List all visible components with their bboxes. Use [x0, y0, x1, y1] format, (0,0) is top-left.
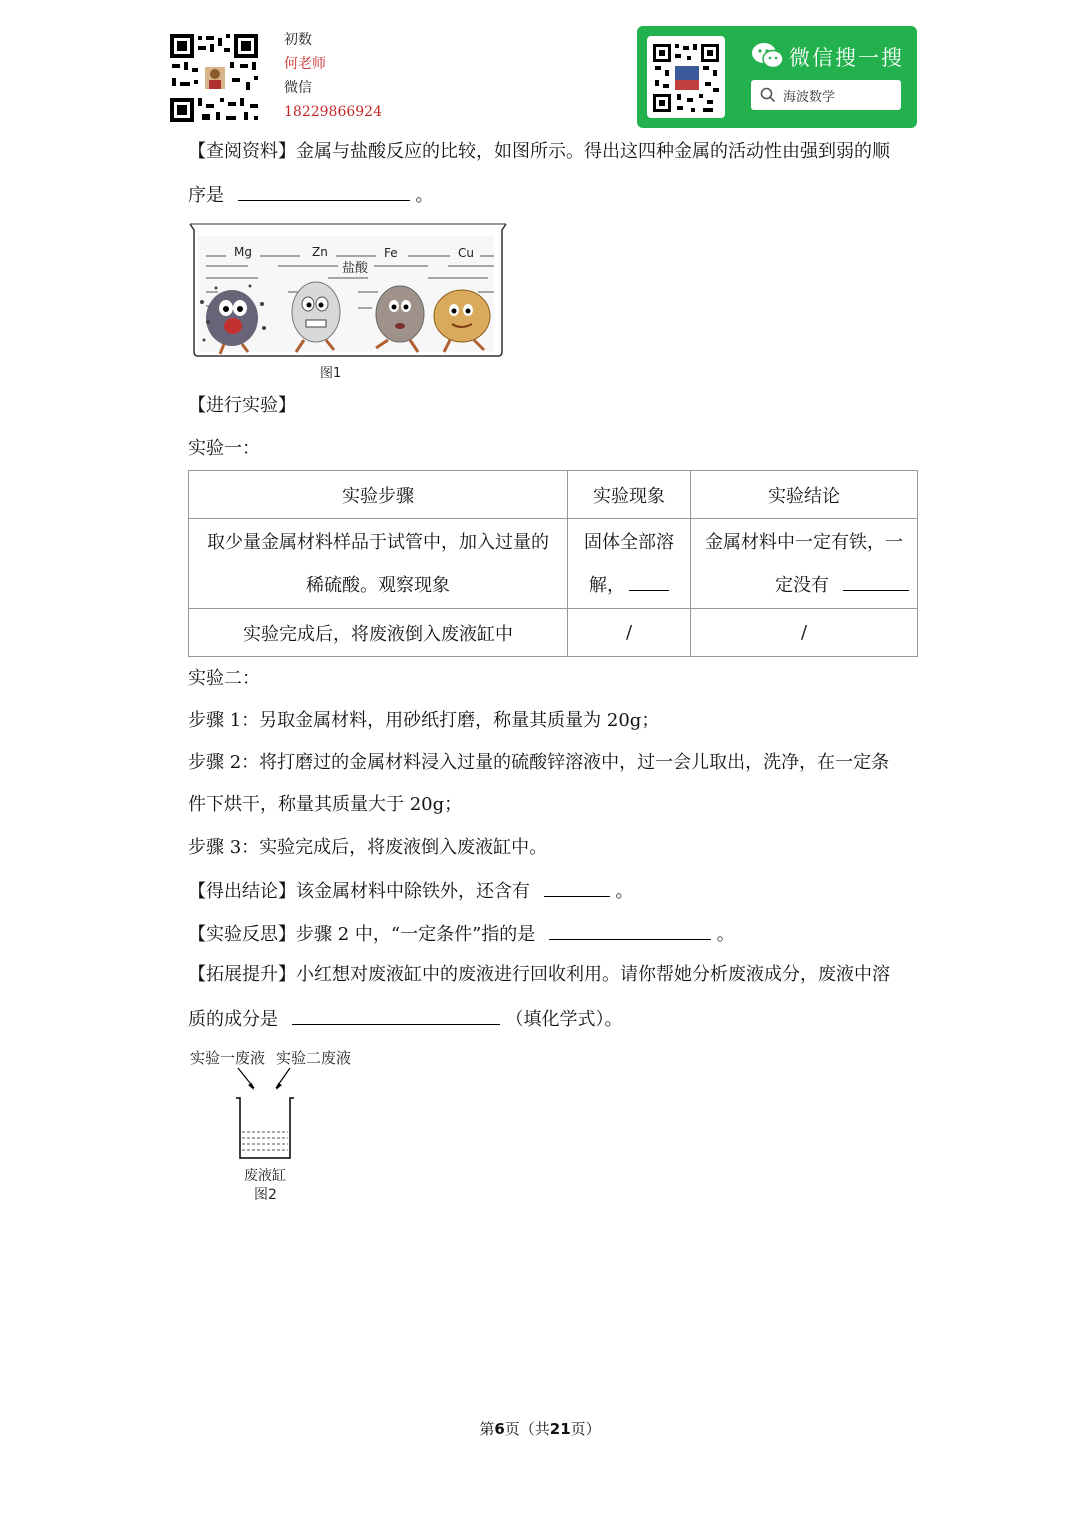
row1-phenomenon — [568, 519, 691, 609]
reflection-suffix: 。 — [716, 924, 735, 945]
label-exp1-waste: 实验一废液 — [190, 1049, 266, 1067]
footer-total-pages: 21 — [549, 1420, 571, 1438]
row2-conclusion: / — [691, 609, 918, 657]
experiment2-step1: 步骤 1：另取金属材料，用砂纸打磨，称量其质量为 20g； — [188, 710, 660, 731]
row1-conclusion-line1: 金属材料中一定有铁，一 — [705, 531, 903, 553]
answer-blank-phenomenon[interactable] — [629, 572, 669, 591]
wechat-search-text: 海波数学 — [783, 90, 836, 105]
beaker-illustration — [188, 222, 508, 362]
contact-qr-code — [168, 32, 260, 124]
experiment1-table — [188, 470, 918, 657]
experiment2-step2-line1: 步骤 2：将打磨过的金属材料浸入过量的硫酸锌溶液中，过一会儿取出，洗净，在一定条 — [188, 752, 890, 773]
reflection-paragraph — [188, 921, 735, 947]
contact-phone: 18229866924 — [284, 104, 382, 120]
waste-tank-diagram — [228, 1066, 300, 1164]
table-header-row — [189, 471, 918, 519]
row2-steps: 实验完成后，将废液倒入废液缸中 — [189, 609, 568, 657]
figure1-metals-in-acid — [188, 222, 508, 362]
qr-code-icon — [647, 36, 725, 118]
table-row — [189, 609, 918, 657]
resource-line2-prefix: 序是 — [188, 185, 224, 206]
header-steps: 实验步骤 — [189, 471, 568, 519]
footer-suffix: 页） — [570, 1420, 601, 1438]
label-mg: Mg — [234, 245, 252, 259]
label-fe: Fe — [384, 246, 398, 260]
contact-line-teacher: 何老师 — [284, 56, 326, 72]
answer-blank-solute[interactable] — [292, 1006, 500, 1025]
label-waste-tank: 废液缸 — [244, 1168, 286, 1184]
search-icon — [760, 87, 776, 103]
experiment2-step3: 步骤 3：实验完成后，将废液倒入废液缸中。 — [188, 837, 548, 858]
conclusion-text: 【得出结论】该金属材料中除铁外，还含有 — [188, 881, 530, 902]
footer-prefix: 第 — [479, 1420, 495, 1438]
row1-steps-line1: 取少量金属材料样品于试管中，加入过量的 — [207, 531, 549, 553]
row1-phenomenon-line1: 固体全部溶 — [584, 531, 674, 553]
contact-line-wechat: 微信 — [284, 80, 312, 96]
table-row — [189, 519, 918, 609]
answer-blank-conclusion[interactable] — [843, 572, 909, 591]
extension-line2-suffix: （填化学式）。 — [505, 1009, 623, 1030]
row1-conclusion-text: 定没有 — [775, 574, 829, 596]
row1-conclusion — [691, 519, 918, 609]
answer-blank-other-metal[interactable] — [544, 878, 610, 897]
page-footer — [0, 1418, 1080, 1439]
header-phenomenon: 实验现象 — [568, 471, 691, 519]
resource-paragraph-line2 — [188, 182, 433, 208]
extension-line1: 【拓展提升】小红想对废液缸中的废液进行回收利用。请你帮她分析废液成分，废液中溶 — [188, 964, 890, 985]
label-hydrochloric-acid: 盐酸 — [342, 261, 369, 276]
experiment-heading: 【进行实验】 — [188, 395, 296, 416]
experiment1-label: 实验一： — [188, 438, 260, 459]
reflection-text: 【实验反思】步骤 2 中，“一定条件”指的是 — [188, 924, 536, 945]
row1-conclusion-line2 — [697, 564, 911, 607]
label-exp2-waste: 实验二废液 — [276, 1049, 352, 1067]
row1-steps — [189, 519, 568, 609]
label-cu: Cu — [458, 246, 474, 260]
experiment2-label: 实验二： — [188, 668, 260, 689]
contact-info — [284, 28, 382, 124]
row2-phenomenon: / — [568, 609, 691, 657]
extension-line2 — [188, 1006, 622, 1032]
wechat-logo-icon — [751, 41, 785, 71]
contact-line-subject: 初数 — [284, 32, 312, 48]
wechat-search-card — [637, 26, 917, 128]
figure2-caption: 图2 — [254, 1187, 277, 1203]
footer-middle: 页（共 — [504, 1420, 550, 1438]
conclusion-suffix: 。 — [615, 881, 634, 902]
row1-steps-line2: 稀硫酸。观察现象 — [306, 574, 450, 596]
resource-paragraph-line1: 【查阅资料】金属与盐酸反应的比较，如图所示。得出这四种金属的活动性由强到弱的顺 — [188, 141, 890, 162]
experiment2-step2-line2: 件下烘干，称量其质量大于 20g； — [188, 794, 463, 815]
resource-line2-suffix: 。 — [415, 185, 434, 206]
wechat-qr-code — [647, 36, 725, 118]
qr-code-icon — [168, 32, 260, 124]
footer-page-number: 6 — [494, 1420, 505, 1438]
figure1-caption: 图1 — [320, 366, 342, 381]
wechat-search-box[interactable] — [751, 80, 901, 110]
row1-phenomenon-text: 解， — [589, 574, 625, 596]
answer-blank-condition[interactable] — [549, 921, 711, 940]
row1-phenomenon-line2 — [574, 564, 684, 607]
label-zn: Zn — [312, 245, 328, 259]
extension-line2-prefix: 质的成分是 — [188, 1009, 278, 1030]
header-conclusion: 实验结论 — [691, 471, 918, 519]
wechat-search-title: 微信搜一搜 — [789, 46, 904, 70]
answer-blank-activity-order[interactable] — [238, 182, 410, 201]
conclusion-paragraph — [188, 878, 633, 904]
